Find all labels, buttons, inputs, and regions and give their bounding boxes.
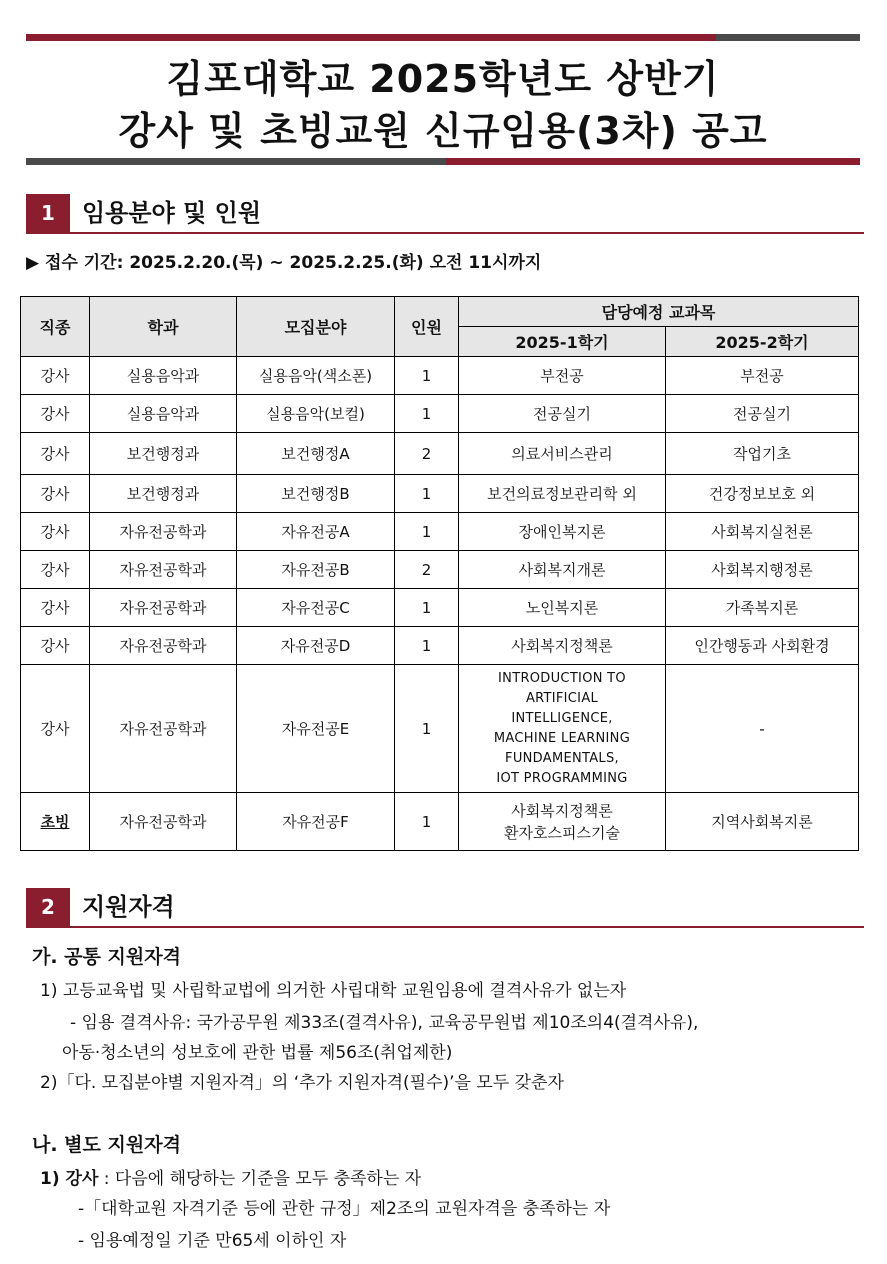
cell-dept: 자유전공학과 xyxy=(90,513,237,551)
page-title-line1: 김포대학교 2025학년도 상반기 xyxy=(166,57,720,101)
cell-term1: 보건의료정보관리학 외 xyxy=(459,475,666,513)
cell-dept: 실용음악과 xyxy=(90,395,237,433)
application-period: ▶ 접수 기간: 2025.2.20.(목) ~ 2025.2.25.(화) 오전 11시까지 xyxy=(26,253,542,273)
header-type: 직종 xyxy=(21,297,90,357)
course-line: 환자호스피스기술 xyxy=(504,823,620,842)
cell-count: 2 xyxy=(395,433,459,475)
common-qualification-1: 1) 고등교육법 및 사립학교법에 의거한 사립대학 교원임용에 결격사유가 없는자 xyxy=(40,981,627,1001)
cell-term2: 전공실기 xyxy=(666,395,859,433)
cell-field: 자유전공E xyxy=(237,665,395,793)
header-term2: 2025-2학기 xyxy=(666,327,859,357)
cell-field: 실용음악(보컬) xyxy=(237,395,395,433)
disqualification-reasons-cont: 아동·청소년의 성보호에 관한 법률 제56조(취업제한) xyxy=(62,1043,453,1063)
cell-count: 1 xyxy=(395,357,459,395)
cell-count: 1 xyxy=(395,589,459,627)
cell-term2: 사회복지행정론 xyxy=(666,551,859,589)
lecturer-qualification xyxy=(40,1164,421,1189)
cell-field: 보건행정B xyxy=(237,475,395,513)
cell-field: 자유전공F xyxy=(237,793,395,851)
cell-field: 보건행정A xyxy=(237,433,395,475)
cell-term2: 지역사회복지론 xyxy=(666,793,859,851)
header-dept: 학과 xyxy=(90,297,237,357)
cell-dept: 자유전공학과 xyxy=(90,589,237,627)
cell-dept: 실용음악과 xyxy=(90,357,237,395)
course-line: INTRODUCTION TO xyxy=(498,670,626,686)
cell-type: 강사 xyxy=(21,627,90,665)
header-courses: 담당예정 교과목 xyxy=(459,297,859,327)
cell-field: 자유전공C xyxy=(237,589,395,627)
cell-type: 강사 xyxy=(21,433,90,475)
section1-number: 1 xyxy=(26,194,70,232)
course-line: FUNDAMENTALS, xyxy=(505,750,619,766)
visiting-type-label: 초빙 xyxy=(40,813,70,831)
cell-dept: 자유전공학과 xyxy=(90,551,237,589)
cell-type: 강사 xyxy=(21,357,90,395)
cell-dept: 보건행정과 xyxy=(90,433,237,475)
cell-term1: 노인복지론 xyxy=(459,589,666,627)
course-line: 사회복지정책론 xyxy=(511,801,613,820)
header-term1: 2025-1학기 xyxy=(459,327,666,357)
cell-type: 강사 xyxy=(21,551,90,589)
separate-qualification-title: 나. 별도 지원자격 xyxy=(32,1134,181,1156)
cell-term2: 건강정보보호 외 xyxy=(666,475,859,513)
cell-term1: 전공실기 xyxy=(459,395,666,433)
section1-title: 임용분야 및 인원 xyxy=(82,199,261,227)
cell-term1: 의료서비스관리 xyxy=(459,433,666,475)
cell-dept: 보건행정과 xyxy=(90,475,237,513)
cell-type: 강사 xyxy=(21,475,90,513)
cell-dept: 자유전공학과 xyxy=(90,627,237,665)
cell-count: 1 xyxy=(395,665,459,793)
common-qualification-title: 가. 공통 지원자격 xyxy=(32,946,181,968)
cell-term1: 사회복지개론 xyxy=(459,551,666,589)
course-line: MACHINE LEARNING xyxy=(493,730,631,746)
lecturer-label: 1) 강사 xyxy=(40,1169,99,1189)
cell-count: 2 xyxy=(395,551,459,589)
cell-term1: 사회복지정책론 xyxy=(459,627,666,665)
cell-count: 1 xyxy=(395,475,459,513)
cell-term1: 장애인복지론 xyxy=(459,513,666,551)
lecturer-criteria: : 다음에 해당하는 기준을 모두 충족하는 자 xyxy=(98,1169,422,1189)
lecturer-criterion-2: - 임용예정일 기준 만65세 이하인 자 xyxy=(78,1231,347,1251)
cell-dept: 자유전공학과 xyxy=(90,793,237,851)
cell-term2: 인간행동과 사회환경 xyxy=(666,627,859,665)
header-field: 모집분야 xyxy=(237,297,395,357)
cell-count: 1 xyxy=(395,513,459,551)
cell-count: 1 xyxy=(395,627,459,665)
cell-type: 강사 xyxy=(21,513,90,551)
section2-number: 2 xyxy=(26,888,70,926)
cell-type: 강사 xyxy=(21,395,90,433)
common-qualification-2: 2)「다. 모집분야별 지원자격」의 ‘추가 지원자격(필수)’을 모두 갖춘자 xyxy=(40,1073,564,1093)
cell-term2: 사회복지실천론 xyxy=(666,513,859,551)
course-line: INTELLIGENCE, xyxy=(511,710,613,726)
cell-count: 1 xyxy=(395,395,459,433)
cell-field: 자유전공D xyxy=(237,627,395,665)
cell-term2: 가족복지론 xyxy=(666,589,859,627)
cell-type: 강사 xyxy=(21,589,90,627)
course-line: IOT PROGRAMMING xyxy=(496,770,628,786)
cell-count: 1 xyxy=(395,793,459,851)
cell-field: 자유전공B xyxy=(237,551,395,589)
cell-term2: 작업기초 xyxy=(666,433,859,475)
course-line: ARTIFICIAL xyxy=(525,690,599,706)
cell-dept: 자유전공학과 xyxy=(90,665,237,793)
disqualification-reasons: - 임용 결격사유: 국가공무원 제33조(결격사유), 교육공무원법 제10조의4(결격사유), xyxy=(70,1013,699,1033)
cell-term1: 부전공 xyxy=(459,357,666,395)
cell-type: 강사 xyxy=(21,665,90,793)
cell-term2: - xyxy=(666,665,859,793)
cell-field: 자유전공A xyxy=(237,513,395,551)
lecturer-criterion-1: -「대학교원 자격기준 등에 관한 규정」제2조의 교원자격을 충족하는 자 xyxy=(78,1199,611,1219)
page-title-line2: 강사 및 초빙교원 신규임용(3차) 공고 xyxy=(118,109,768,153)
cell-field: 실용음악(색소폰) xyxy=(237,357,395,395)
cell-term2: 부전공 xyxy=(666,357,859,395)
header-count: 인원 xyxy=(395,297,459,357)
section2-title: 지원자격 xyxy=(82,893,175,921)
